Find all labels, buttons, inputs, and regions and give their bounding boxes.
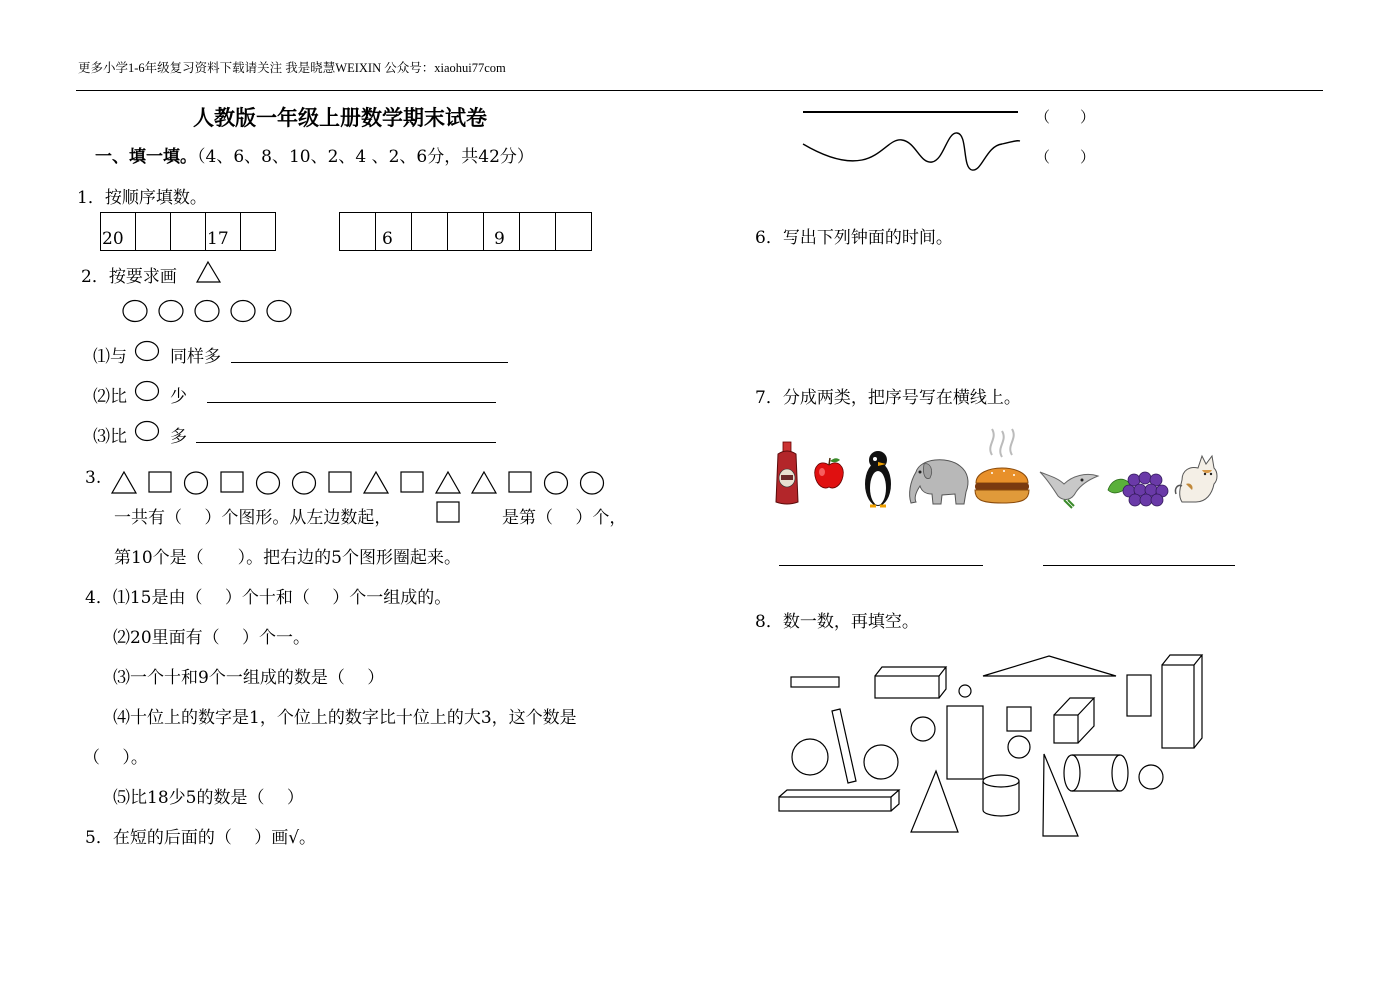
circle-shape <box>959 685 971 697</box>
q3-shape-row <box>108 469 608 497</box>
header-divider <box>76 90 1323 91</box>
square-icon <box>401 472 423 492</box>
q4-line5: （ ）。 <box>83 748 148 768</box>
seq-a-cell[interactable]: 17 <box>206 212 241 251</box>
q2-sub3-suffix: 多 <box>170 427 187 447</box>
parallelogram-shape <box>832 709 856 783</box>
apple-icon <box>812 456 846 492</box>
circle-icon <box>135 421 161 443</box>
seq-a-cell[interactable] <box>241 212 276 251</box>
q5-straight-line <box>803 111 1018 113</box>
hamburger-icon <box>972 425 1032 507</box>
q2-sub2-suffix: 少 <box>170 387 187 407</box>
circle-shape <box>1139 765 1163 789</box>
q2-circle-row <box>122 299 297 325</box>
q4-line3: ⑶一个十和9个一组成的数是（ ） <box>113 668 385 688</box>
triangle-shape <box>983 656 1116 676</box>
q2-sub1-prefix: ⑴与 <box>93 347 127 367</box>
exam-title: 人教版一年级上册数学期末试卷 <box>193 105 487 130</box>
q8-label: 8．数一数，再填空。 <box>755 612 919 632</box>
rectangle-shape <box>1127 675 1151 716</box>
square-shape <box>1007 707 1031 731</box>
q5-label: 5．在短的后面的（ ）画√。 <box>85 828 317 848</box>
q4-line1: 4．⑴15是由（ ）个十和（ ）个一组成的。 <box>85 588 452 608</box>
q2-sub3-answer-line[interactable] <box>196 442 496 443</box>
circle-icon <box>135 341 161 363</box>
square-icon <box>149 472 171 492</box>
grapes-icon <box>1104 466 1170 508</box>
circle-icon <box>293 472 316 494</box>
circle-icon <box>135 381 161 403</box>
circle-icon <box>257 472 280 494</box>
seq-b-cell[interactable] <box>448 212 484 251</box>
seq-b-cell[interactable]: 6 <box>376 212 412 251</box>
seq-b-cell[interactable] <box>412 212 448 251</box>
seq-b-cell[interactable] <box>340 212 376 251</box>
rectangle-shape <box>791 677 839 687</box>
section-1-title: 一、填一填。 <box>95 147 197 167</box>
triangle-shape <box>1043 754 1078 836</box>
q7-answer-line-1[interactable] <box>779 565 983 566</box>
circle-shape <box>1008 736 1030 758</box>
cuboid-shape <box>875 667 946 698</box>
q8-shapes-figure <box>770 650 1220 850</box>
circle-icon <box>267 301 291 322</box>
q2-sub3-prefix: ⑶比 <box>93 427 127 447</box>
seq-a-cell[interactable] <box>171 212 206 251</box>
bird-icon <box>1038 462 1100 510</box>
circle-shape <box>792 739 828 775</box>
cylinder-shape <box>1064 755 1128 791</box>
cuboid-shape <box>1162 655 1202 748</box>
circle-icon <box>159 301 183 322</box>
circle-icon <box>545 472 568 494</box>
cat-icon <box>1172 450 1220 504</box>
penguin-icon <box>858 448 898 510</box>
q3-line1-b: 是第（ ）个， <box>502 508 627 528</box>
q3-line2: 第10个是（ ）。把右边的5个图形圈起来。 <box>114 548 461 568</box>
q5-paren-1[interactable]: （ ） <box>1035 108 1096 126</box>
q5-paren-2[interactable]: （ ） <box>1035 148 1096 166</box>
circle-shape <box>911 717 935 741</box>
q7-answer-line-2[interactable] <box>1043 565 1235 566</box>
cylinder-shape <box>983 775 1019 816</box>
circle-shape <box>864 745 898 779</box>
circle-icon <box>195 301 219 322</box>
q4-line6: ⑸比18少5的数是（ ） <box>113 788 304 808</box>
seq-b-cell[interactable]: 9 <box>484 212 520 251</box>
seq-b-cell[interactable] <box>520 212 556 251</box>
circle-icon <box>581 472 604 494</box>
q3-label: 3. <box>85 468 102 488</box>
q1-sequence-b <box>339 212 592 251</box>
rectangle-shape <box>947 706 983 779</box>
square-icon <box>436 501 462 525</box>
q2-sub2-answer-line[interactable] <box>207 402 496 403</box>
page-header-note: 更多小学1-6年级复习资料下载请关注 我是晓慧WEIXIN 公众号：xiaohui77com <box>78 61 506 75</box>
seq-a-cell[interactable]: 20 <box>101 212 136 251</box>
q5-wavy-line <box>802 128 1024 180</box>
cuboid-shape <box>779 790 899 811</box>
cube-shape <box>1054 698 1094 743</box>
section-1-points: （4、6、8、10、2、4 、2、6分，共42分） <box>197 147 534 167</box>
q7-label: 7．分成两类，把序号写在横线上。 <box>755 388 1021 408</box>
circle-icon <box>231 301 255 322</box>
q3-line1-a: 一共有（ ）个图形。从左边数起， <box>114 508 392 528</box>
q2-sub1-suffix: 同样多 <box>170 347 221 367</box>
elephant-icon <box>904 452 974 506</box>
triangle-icon <box>472 472 496 493</box>
section-1-heading <box>95 147 534 167</box>
seq-b-cell[interactable] <box>556 212 592 251</box>
triangle-shape <box>911 771 958 832</box>
q2-sub1-answer-line[interactable] <box>231 362 508 363</box>
ketchup-bottle-icon <box>772 440 812 508</box>
q6-label: 6．写出下列钟面的时间。 <box>755 228 953 248</box>
q1-sequence-a <box>100 212 276 251</box>
q4-line2: ⑵20里面有（ ）个一。 <box>113 628 311 648</box>
q2-sub2-prefix: ⑵比 <box>93 387 127 407</box>
square-icon <box>221 472 243 492</box>
square-icon <box>329 472 351 492</box>
triangle-icon <box>364 472 388 493</box>
circle-icon <box>185 472 208 494</box>
triangle-icon <box>436 472 460 493</box>
q4-line4: ⑷十位上的数字是1，个位上的数字比十位上的大3，这个数是 <box>113 708 577 728</box>
triangle-icon <box>196 261 222 285</box>
triangle-icon <box>112 472 136 493</box>
q2-label: 2．按要求画 <box>81 267 177 287</box>
seq-a-cell[interactable] <box>136 212 171 251</box>
q1-label: 1．按顺序填数。 <box>77 188 207 208</box>
circle-icon <box>123 301 147 322</box>
square-icon <box>509 472 531 492</box>
